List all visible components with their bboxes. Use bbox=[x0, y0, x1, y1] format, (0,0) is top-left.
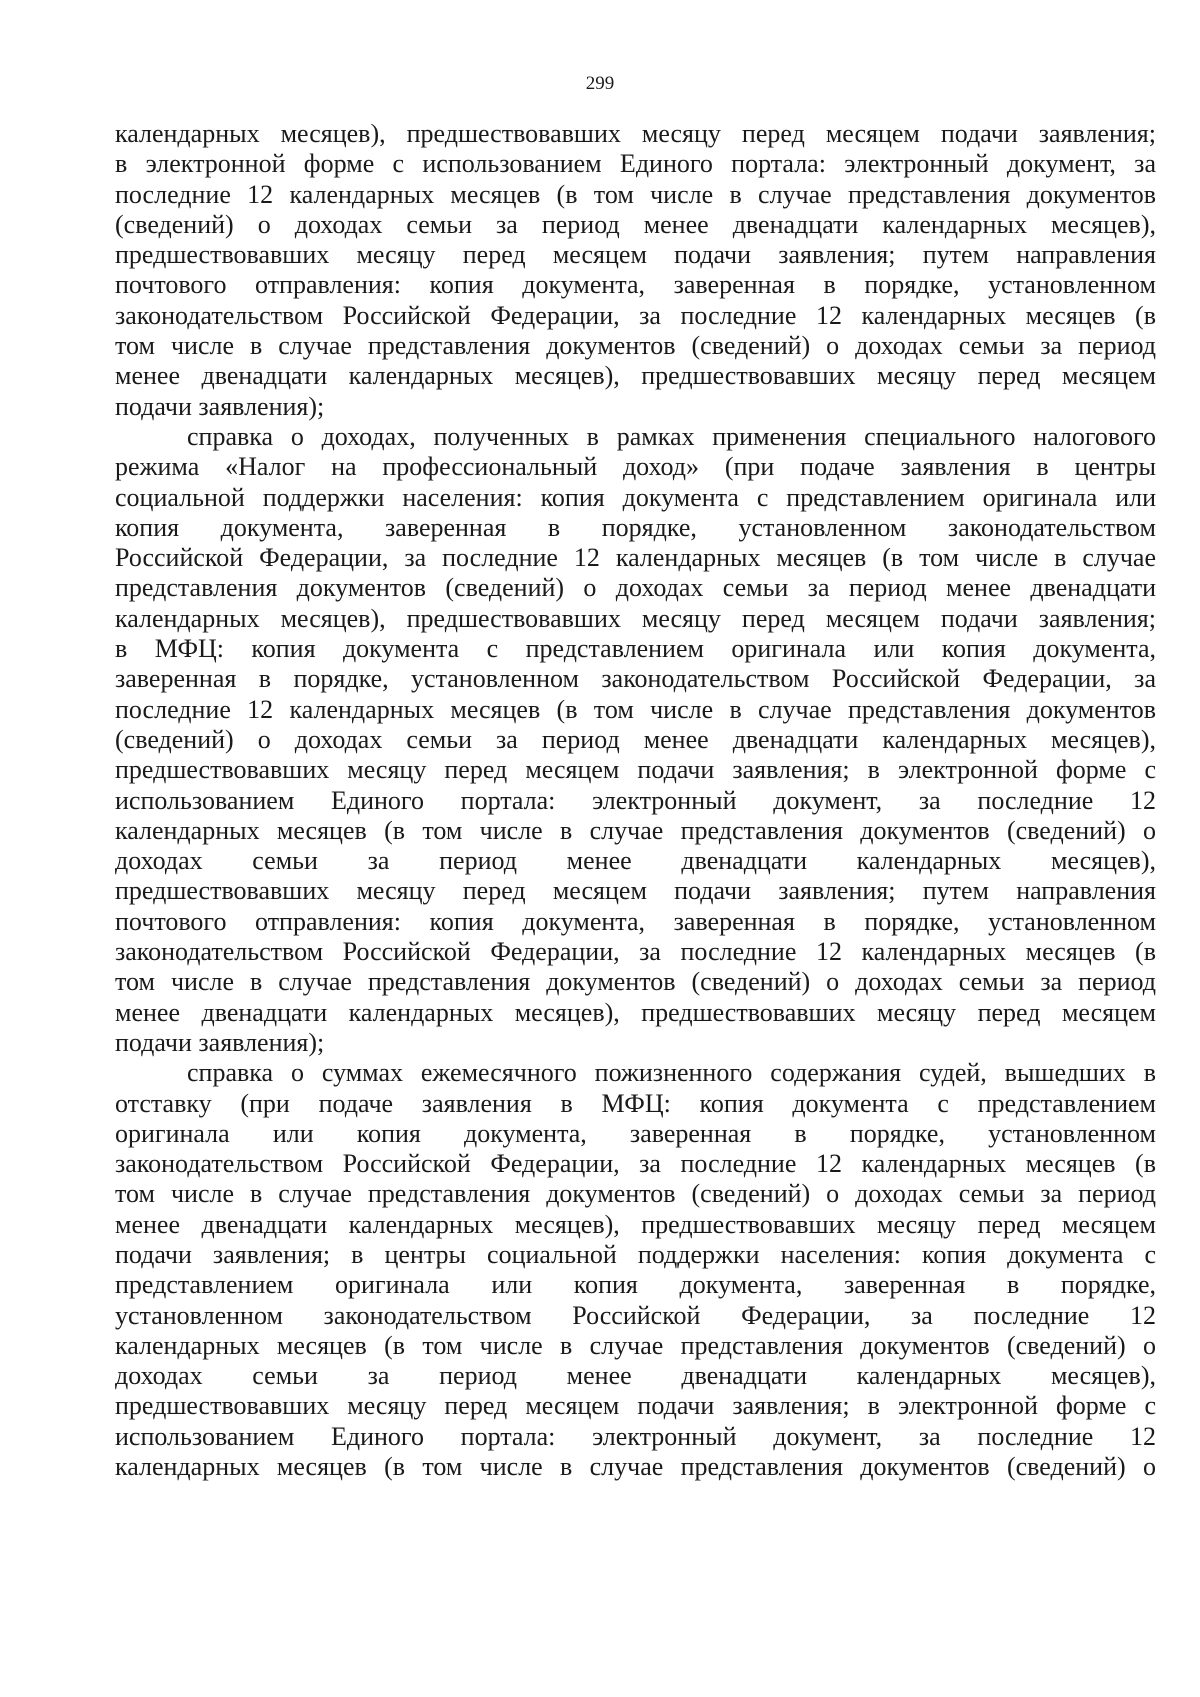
text-line: почтового отправления: копия документа, заверенная в порядке, установленном bbox=[115, 906, 1156, 936]
text-line: законодательством Российской Федерации, за последние 12 календарных месяцев (в bbox=[115, 300, 1156, 330]
text-line: оригинала или копия документа, заверенная в порядке, установленном bbox=[115, 1118, 1156, 1148]
text-line: законодательством Российской Федерации, за последние 12 календарных месяцев (в bbox=[115, 937, 1156, 967]
text-line: в МФЦ: копия документа с представлением оригинала или копия документа, bbox=[115, 634, 1156, 664]
text-line: том числе в случае представления документов (сведений) о доходах семьи за период bbox=[115, 967, 1156, 997]
text-line: доходах семьи за период менее двенадцати календарных месяцев), bbox=[115, 846, 1156, 876]
text-line: почтового отправления: копия документа, заверенная в порядке, установленном bbox=[115, 270, 1156, 300]
text-line: последние 12 календарных месяцев (в том числе в случае представления документов bbox=[115, 179, 1156, 209]
text-line: справка о суммах ежемесячного пожизненного содержания судей, вышедших в bbox=[187, 1058, 1156, 1088]
text-line: подачи заявления); bbox=[115, 391, 325, 421]
page-number: 299 bbox=[585, 73, 615, 94]
text-line: предшествовавших месяцу перед месяцем подачи заявления; путем направления bbox=[115, 876, 1156, 906]
text-line: заверенная в порядке, установленном законодательством Российской Федерации, за bbox=[115, 664, 1156, 694]
text-line: установленном законодательством Российской Федерации, за последние 12 bbox=[115, 1300, 1156, 1330]
text-line: менее двенадцати календарных месяцев), предшествовавших месяцу перед месяцем bbox=[115, 997, 1156, 1027]
text-line: предшествовавших месяцу перед месяцем подачи заявления; путем направления bbox=[115, 240, 1156, 270]
text-line: копия документа, заверенная в порядке, установленном законодательством bbox=[115, 512, 1156, 542]
text-line: Российской Федерации, за последние 12 календарных месяцев (в том числе в случае bbox=[115, 543, 1156, 573]
text-line: использованием Единого портала: электронный документ, за последние 12 bbox=[115, 785, 1156, 815]
text-line: (сведений) о доходах семьи за период менее двенадцати календарных месяцев), bbox=[115, 209, 1156, 239]
text-line: в электронной форме с использованием Единого портала: электронный документ, за bbox=[115, 149, 1156, 179]
text-line: подачи заявления; в центры социальной поддержки населения: копия документа с bbox=[115, 1239, 1156, 1269]
text-line: предшествовавших месяцу перед месяцем подачи заявления; в электронной форме с bbox=[115, 1391, 1156, 1421]
text-line: справка о доходах, полученных в рамках применения специального налогового bbox=[187, 421, 1156, 451]
text-line: календарных месяцев (в том числе в случае представления документов (сведений) о bbox=[115, 1452, 1156, 1482]
text-line: менее двенадцати календарных месяцев), предшествовавших месяцу перед месяцем bbox=[115, 1209, 1156, 1239]
text-line: доходах семьи за период менее двенадцати календарных месяцев), bbox=[115, 1361, 1156, 1391]
text-line: календарных месяцев (в том числе в случае представления документов (сведений) о bbox=[115, 815, 1156, 845]
text-line: отставку (при подаче заявления в МФЦ: копия документа с представлением bbox=[115, 1088, 1156, 1118]
text-line: последние 12 календарных месяцев (в том числе в случае представления документов bbox=[115, 694, 1156, 724]
text-line: представлением оригинала или копия документа, заверенная в порядке, bbox=[115, 1270, 1156, 1300]
text-line: использованием Единого портала: электронный документ, за последние 12 bbox=[115, 1421, 1156, 1451]
text-line: законодательством Российской Федерации, за последние 12 календарных месяцев (в bbox=[115, 1149, 1156, 1179]
text-line: (сведений) о доходах семьи за период менее двенадцати календарных месяцев), bbox=[115, 724, 1156, 754]
text-line: календарных месяцев), предшествовавших месяцу перед месяцем подачи заявления; bbox=[115, 119, 1156, 148]
text-line: менее двенадцати календарных месяцев), предшествовавших месяцу перед месяцем bbox=[115, 361, 1156, 391]
text-line: представления документов (сведений) о доходах семьи за период менее двенадцати bbox=[115, 573, 1156, 603]
text-line: подачи заявления); bbox=[115, 1027, 325, 1057]
document-body bbox=[115, 119, 1156, 1482]
text-line: календарных месяцев (в том числе в случае представления документов (сведений) о bbox=[115, 1330, 1156, 1360]
text-line: социальной поддержки населения: копия документа с представлением оригинала или bbox=[115, 482, 1156, 512]
text-line: предшествовавших месяцу перед месяцем подачи заявления; в электронной форме с bbox=[115, 755, 1156, 785]
text-line: том числе в случае представления документов (сведений) о доходах семьи за период bbox=[115, 1179, 1156, 1209]
text-line: календарных месяцев), предшествовавших месяцу перед месяцем подачи заявления; bbox=[115, 603, 1156, 633]
text-line: том числе в случае представления документов (сведений) о доходах семьи за период bbox=[115, 331, 1156, 361]
text-line: режима «Налог на профессиональный доход» (при подаче заявления в центры bbox=[115, 452, 1156, 482]
